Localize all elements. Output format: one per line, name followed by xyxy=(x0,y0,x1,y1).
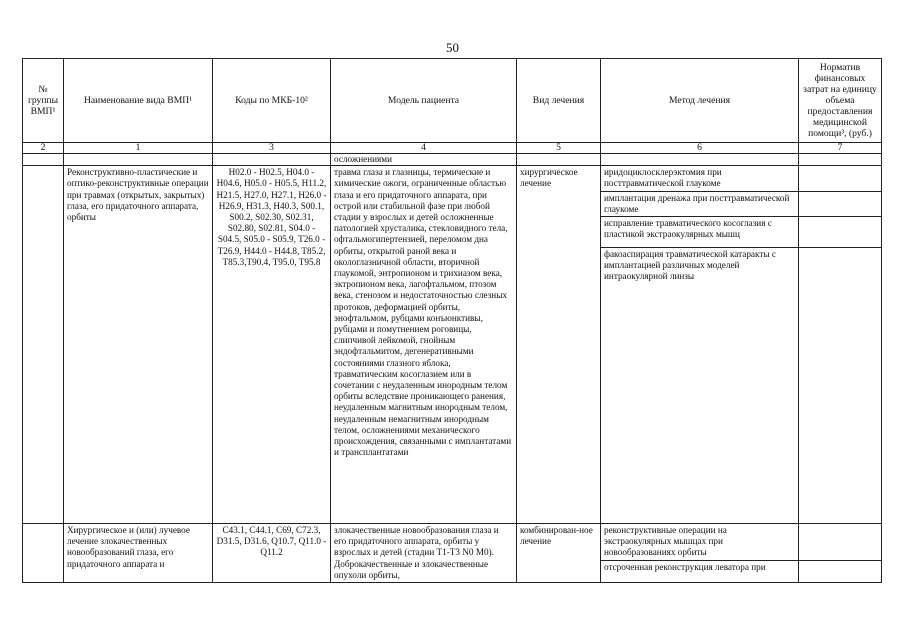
column-number: 3 xyxy=(213,143,331,154)
row-codes: C43.1, C44.1, C69, C72.3, D31.5, D31.6, Q10.7, Q11.0 - Q11.2 xyxy=(213,524,331,583)
table-row xyxy=(23,166,882,191)
row-treatment: хирургическое лечение xyxy=(517,166,601,524)
column-number: 2 xyxy=(23,143,64,154)
column-number: 6 xyxy=(601,143,799,154)
row-norm xyxy=(799,191,882,216)
row-model: злокачественные новообразования глаза и его придаточного аппарата, орбиты у взрослых и детей (стадии T1-T3 N0 M0). Доброкачественные и злокачественные опухоли орбиты, xyxy=(331,524,517,583)
row-method: реконструктивные операции на экстраокулярных мышцах при новообразованиях орбиты xyxy=(601,524,799,561)
column-number: 4 xyxy=(331,143,517,154)
row-norm xyxy=(799,166,882,191)
row-codes: H02.0 - H02.5, H04.0 - H04.6, H05.0 - H05.5, H11.2, H21.5, H27.0, H27.1, H26.0 - H26.9, H31.3, H40.3, S00.1, S00.2, S02.30, S02.31, S02.80, S02.81, S04.0 - S04.5, S05.0 - S05.9, T26.0 - T26.9, H44.0 - H44.8, T85.2, T85.3,T90.4, T95.0, T95.8 xyxy=(213,166,331,524)
table-row xyxy=(23,524,882,561)
column-number: 1 xyxy=(64,143,213,154)
header-group: № группы ВМП¹ xyxy=(23,59,64,143)
header-norm: Норматив финансовых затрат на единицу объема предоставления медицинской помощи³, (руб.) xyxy=(799,59,882,143)
row-method: иридоциклосклерэктомия при посттравматической глаукоме xyxy=(601,166,799,191)
header-name: Наименование вида ВМП¹ xyxy=(64,59,213,143)
header-treatment: Вид лечения xyxy=(517,59,601,143)
row-norm xyxy=(799,560,882,582)
page-number: 50 xyxy=(446,40,459,55)
row-name: Реконструктивно-пластические и оптико-реконструктивные операции при травмах (открытых, закрытых) глаза, его придаточного аппарата, орбиты xyxy=(64,166,213,524)
header-codes: Коды по МКБ-10² xyxy=(213,59,331,143)
row-model: травма глаза и глазницы, термические и химические ожоги, ограниченные областью глаза и его придаточного аппарата, при острой или стабильной фазе при любой стадии у взрослых и детей осложненные патологией хрусталика, стекловидного тела, офтальмогипертензией, переломом дна орбиты, открытой раной века и окологлазничной области, вторичной глаукомой, энтропионом и трихиазом века, эктропионом века, лагофтальмом, птозом века, стенозом и недостаточностью слезных протоков, деформацией орбиты, энофтальмом, рубцами конъюнктивы, рубцами и помутнением роговицы, слипчивой лейкомой, гнойным эндофтальмитом, дегенеративными состояниями глазного яблока, травматическим косоглазием или в сочетании с неудаленным инородным телом орбиты вследствие проникающего ранения, неудаленным магнитным инородным телом, неудаленным немагнитным инородным телом, осложнениями механического происхождения, связанными с имплантатами и трансплантатами xyxy=(331,166,517,524)
column-number: 7 xyxy=(799,143,882,154)
row-group xyxy=(23,166,64,524)
row-norm xyxy=(799,248,882,524)
column-number-row xyxy=(23,143,882,154)
row-name: Хирургическое и (или) лучевое лечение злокачественных новообразований глаза, его придаточного аппарата и xyxy=(64,524,213,583)
row-group xyxy=(23,524,64,583)
row-norm xyxy=(799,217,882,248)
continuation-text: осложнениями xyxy=(331,154,517,166)
vmp-table xyxy=(22,58,882,583)
header-row xyxy=(23,59,882,143)
row-method: имплантация дренажа при посттравматической глаукоме xyxy=(601,191,799,216)
row-method: отсроченная реконструкция леватора при xyxy=(601,560,799,582)
continuation-row xyxy=(23,154,882,166)
row-treatment: комбинирован-ное лечение xyxy=(517,524,601,583)
row-method: исправление травматического косоглазия с пластикой экстраокулярных мышц xyxy=(601,217,799,248)
header-method: Метод лечения xyxy=(601,59,799,143)
row-method: факоаспирация травматической катаракты с имплантацией различных моделей интраокулярной линзы xyxy=(601,248,799,524)
row-norm xyxy=(799,524,882,561)
header-model: Модель пациента xyxy=(331,59,517,143)
column-number: 5 xyxy=(517,143,601,154)
